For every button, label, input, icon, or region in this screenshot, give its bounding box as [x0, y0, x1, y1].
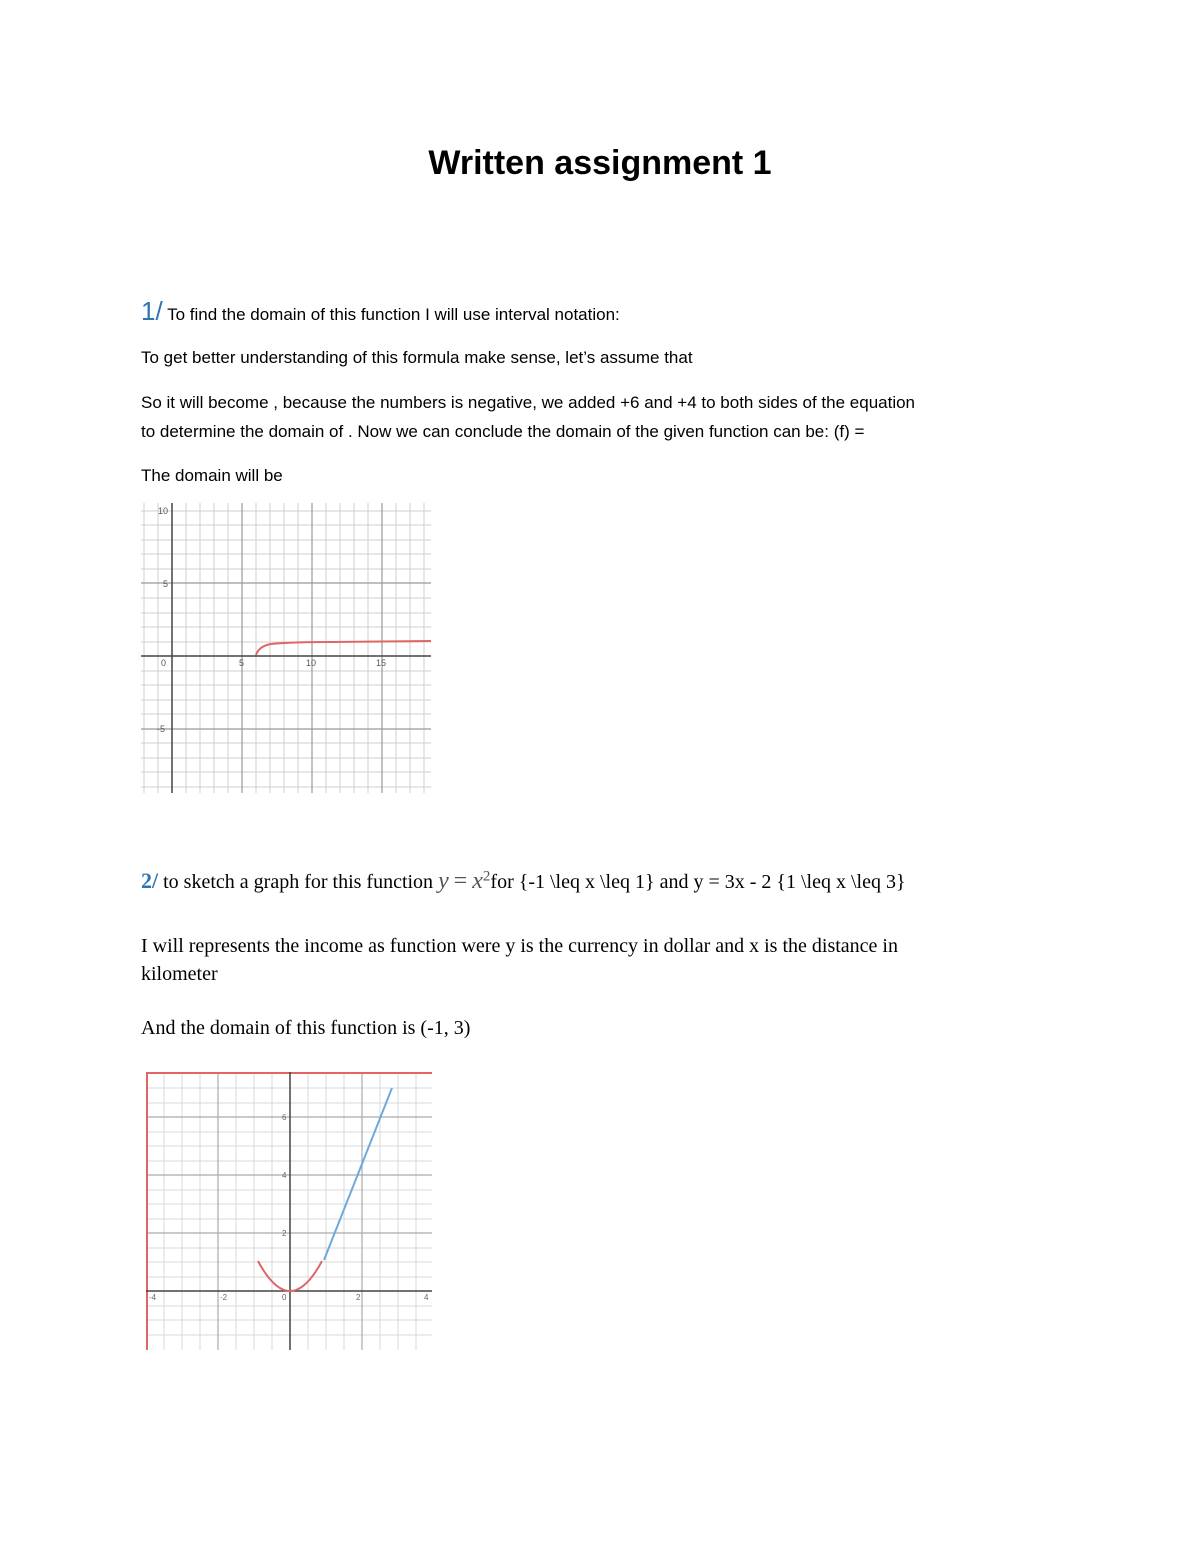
q2-math-eq: =	[453, 868, 468, 894]
graph-2	[146, 1072, 432, 1350]
q2-math-x: x	[472, 868, 483, 894]
graph-1-y-tick: 10	[158, 506, 169, 516]
q2-tail: for {-1 \leq x \leq 1} and y = 3x - 2 {1 \leq x \leq 3}	[490, 871, 906, 893]
graph-1-y-tick: 5	[163, 579, 169, 589]
graph-2-y-tick: 6	[282, 1113, 287, 1122]
graph-2-x-tick: 4	[424, 1293, 429, 1302]
graph-1	[141, 503, 431, 793]
q1-number: 1/	[141, 296, 163, 326]
page-title: Written assignment 1	[428, 144, 772, 182]
graph-1-x-tick: 10	[306, 658, 317, 668]
q1-line2: To get better understanding of this formula make sense, let’s assume that	[141, 348, 693, 367]
graph-1-grid	[141, 503, 431, 793]
graph-2-major-grid	[146, 1072, 432, 1350]
graph-1-x-tick: 15	[376, 658, 387, 668]
q2-para2: And the domain of this function is (-1, 3)	[141, 1017, 471, 1039]
graph-1-y-tick: 0	[161, 658, 167, 668]
graph-2-linear-segment	[324, 1088, 392, 1260]
q1-line4: The domain will be	[141, 466, 283, 485]
q2-para1a: I will represents the income as function were y is the currency in dollar and x is the distance in	[141, 935, 898, 957]
graph-2-y-tick: 4	[282, 1171, 287, 1180]
graph-2-x-tick: 0	[282, 1293, 287, 1302]
q2-math-exp: 2	[482, 868, 491, 885]
graph-1-x-tick: 5	[239, 658, 245, 668]
q1-intro: To find the domain of this function I will use interval notation:	[167, 305, 620, 324]
graph-1-curve	[256, 641, 431, 655]
graph-1-major-grid	[141, 503, 431, 793]
q1-intro-line	[141, 296, 620, 327]
q2-math-y: y	[438, 868, 449, 894]
graph-2-y-tick: 2	[282, 1229, 287, 1238]
graph-2-grid	[146, 1072, 432, 1350]
q1-line3a: So it will become , because the numbers is negative, we added +6 and +4 to both sides of the equation	[141, 393, 916, 412]
q2-para1b: kilometer	[141, 963, 218, 985]
q2-number: 2/	[141, 868, 159, 893]
graph-2-x-tick: 2	[356, 1293, 361, 1302]
q1-line3b: to determine the domain of . Now we can conclude the domain of the given function can be: (f) =	[141, 422, 865, 441]
graph-1-y-tick: -5	[157, 724, 166, 734]
graph-2-x-tick: -2	[220, 1293, 228, 1302]
q2-lead: to sketch a graph for this function	[163, 871, 434, 893]
graph-2-x-tick: -4	[149, 1293, 157, 1302]
q2-prompt-line	[141, 868, 906, 895]
